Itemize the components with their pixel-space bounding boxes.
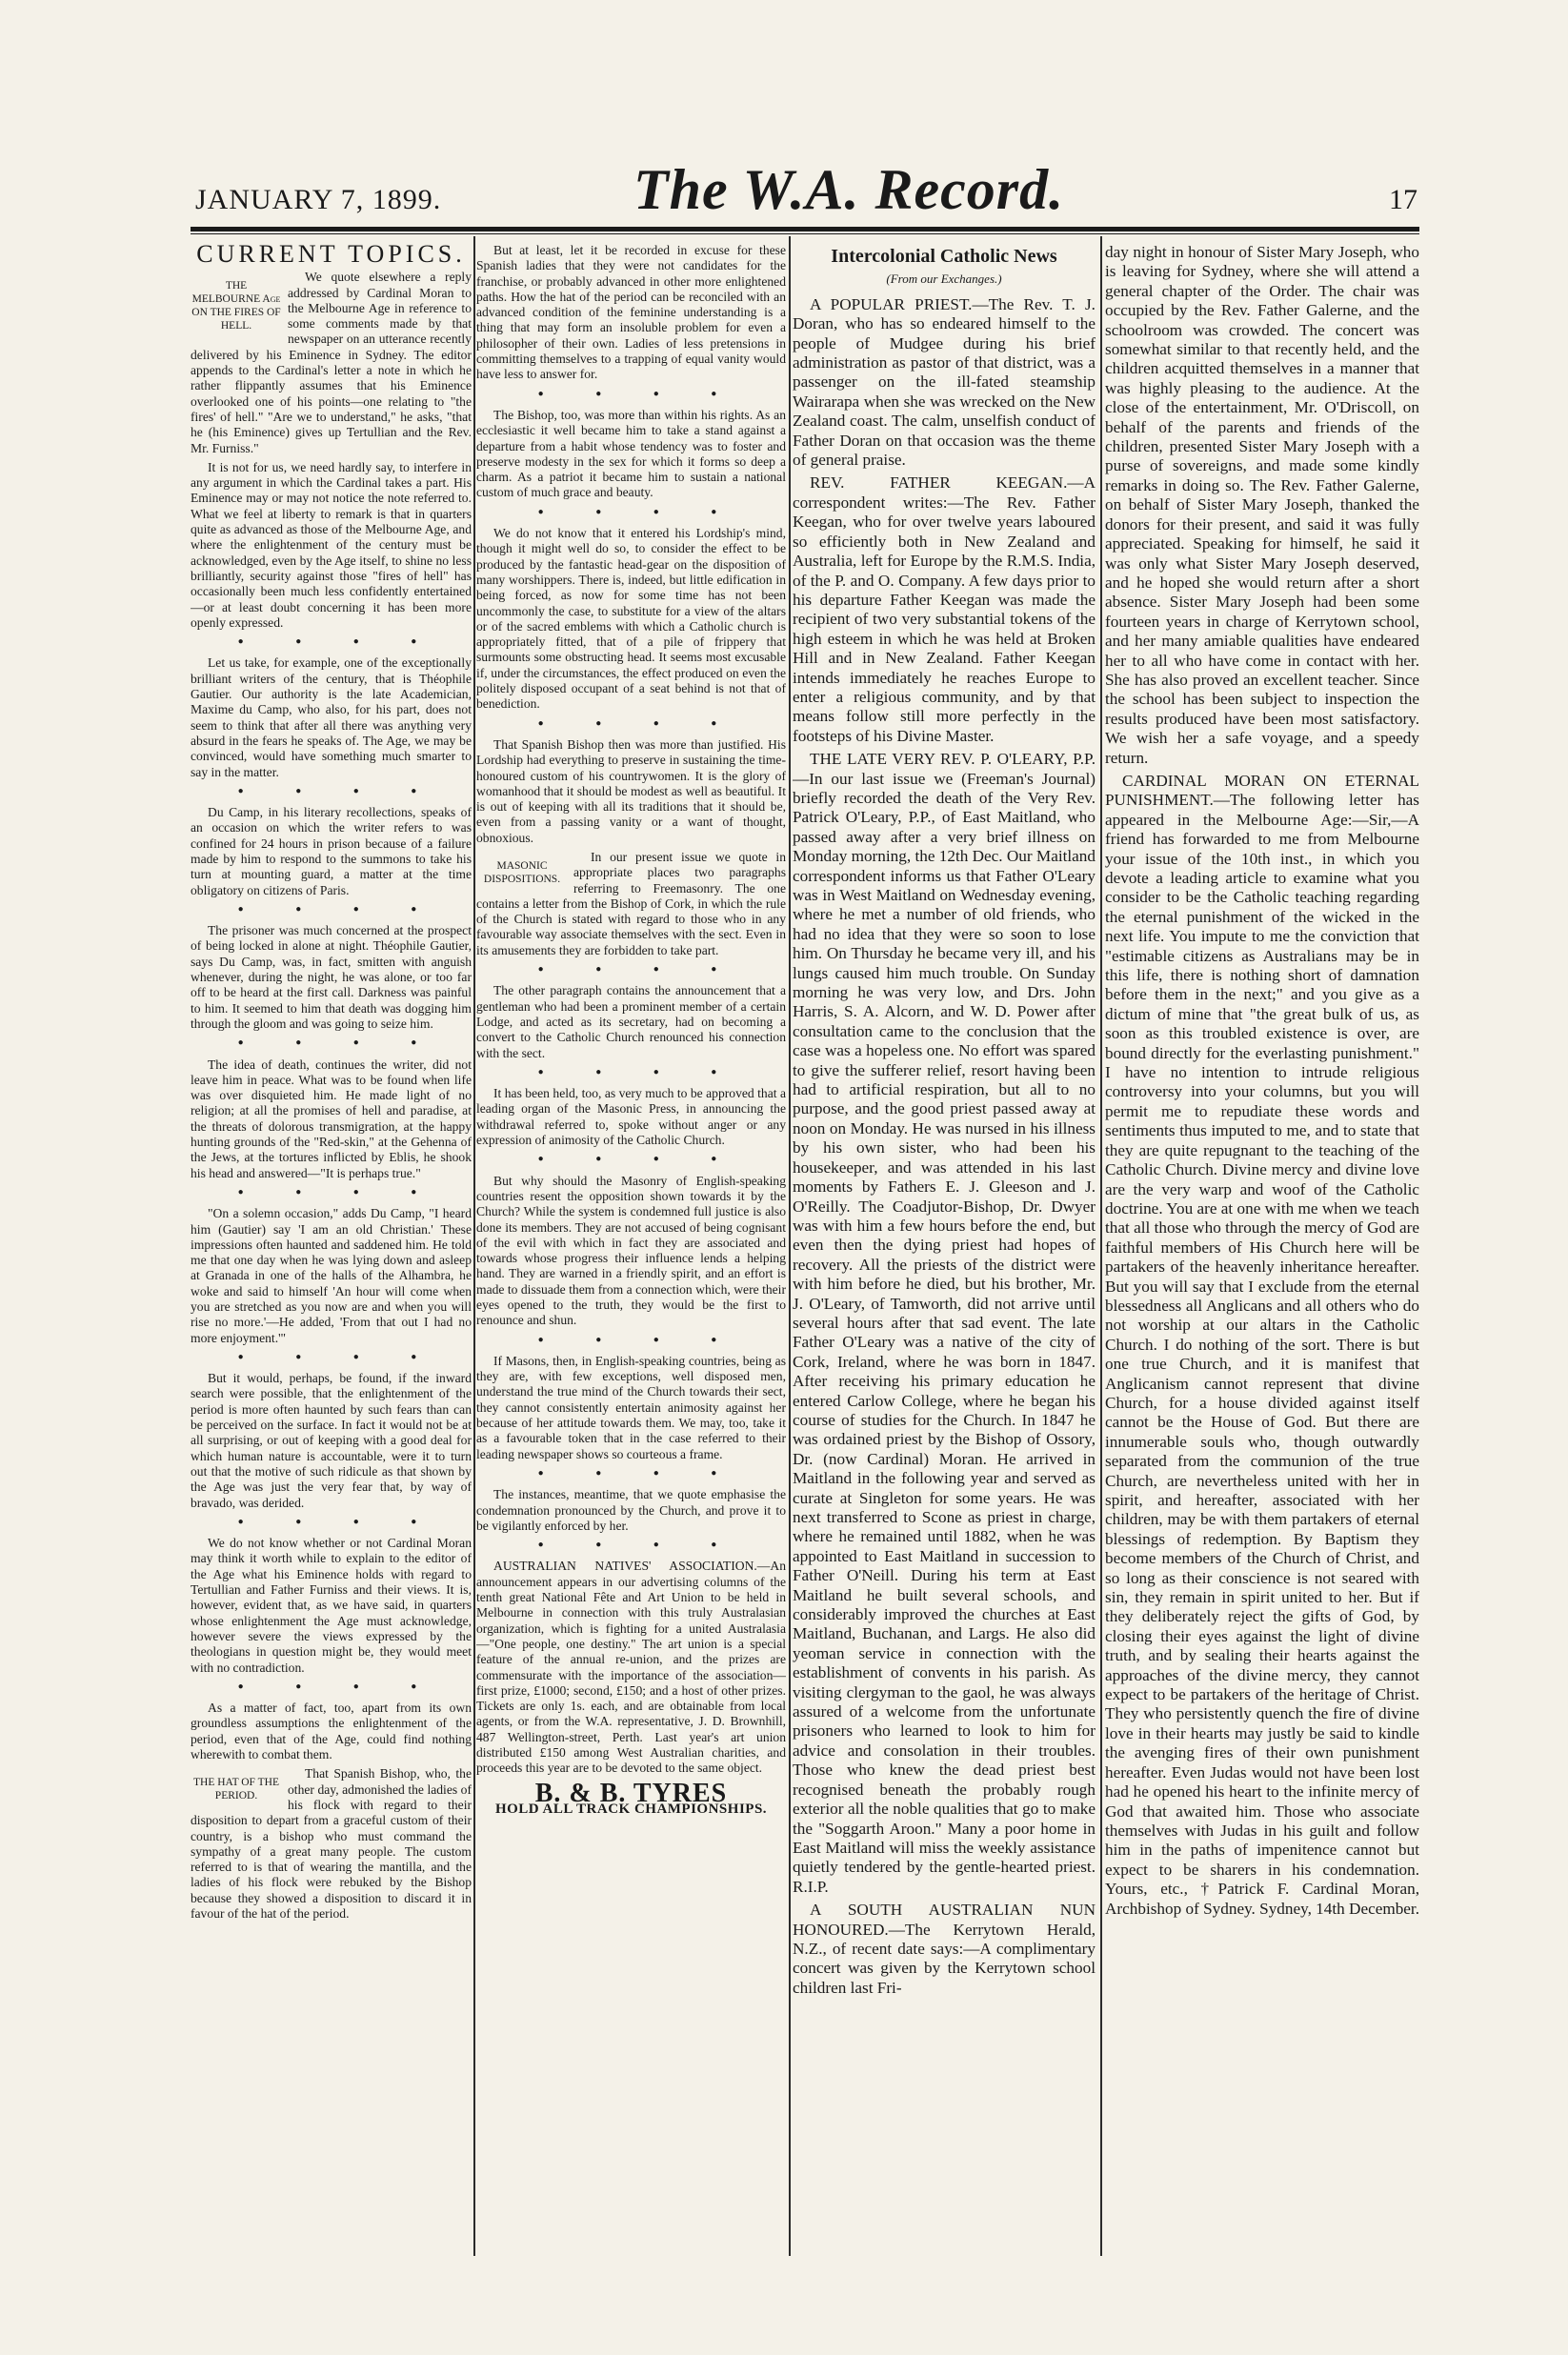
- paragraph: As a matter of fact, too, apart from its own groundless assumptions the enlightenment of the period, even that of the Age, could find nothing wherewith to combat them.: [191, 1701, 472, 1762]
- masthead-rule-thin: [191, 233, 1419, 234]
- paragraph: [793, 750, 1096, 1897]
- paragraph: [793, 1901, 1096, 1998]
- paragraph: The other paragraph contains the announcement that a gentleman who had been a prominent member of a certain Lodge, and acted as its secretary, had on becoming a convert to the Catholic Church renounced his connection with the sect.: [476, 983, 786, 1060]
- section-separator: ● ● ● ●: [237, 1186, 442, 1198]
- paragraph: But it would, perhaps, be found, if the inward search were possible, that the enlightenment of the period is more often haunted by such fears than can be perceived on the surface. In fact it would not be at all surprising, or out of keeping with a good deal for which human nature is accountable, were it to turn out that the motive of such ridicule as that shown by the Age was just the very fear that, by way of bravado, was derided.: [191, 1371, 472, 1510]
- paragraph: day night in honour of Sister Mary Joseph, who is leaving for Sydney, where she will attend a general chapter of the Order. The chair was occupied by the Rev. Father Galerne, and the schoolroom was crowded. The concert was somewhat similar to that recently held, and the children acquitted themselves in a manner that was highly pleasing to the audience. At the close of the entertainment, Mr. O'Driscoll, on behalf of the parents and friends of the children, presented Sister Mary Joseph with a purse of sovereigns, and made some kindly remarks in doing so. The Rev. Father Galerne, on behalf of Sister Mary Joseph, thanked the donors for their present, and said it was fully appreciated. Speaking for himself, he said it was only what Sister Mary Joseph deserved, and he hoped she would return after a short absence. Sister Mary Joseph had been some fourteen years in charge of Kerrytown school, and her many amiable qualities have endeared her to all who have come in contact with her. She has also proved an excellent teacher. Since the school has been subject to inspection the results produced have been most satisfactory. We wish her a safe voyage, and a speedy return.: [1105, 243, 1419, 767]
- paragraph: It is not for us, we need hardly say, to interfere in any argument in which the Cardinal takes a part. His Eminence may or may not notice the note referred to. What we feel at liberty to remark is that in quarters quite as advanced as those of the Melbourne Age, and where the enlightenment of the century must be acknowledged, even by the Age itself, to shine no less brilliantly, security against those "fires of hell" has occasionally been much less confidently entertained—or at least doubt concerning it has been more openly expressed.: [191, 459, 472, 630]
- section-heading: Intercolonial Catholic News: [831, 246, 1057, 267]
- section-separator: ● ● ● ●: [537, 1154, 742, 1165]
- issue-date: JANUARY 7, 1899.: [195, 184, 442, 215]
- paragraph: Let us take, for example, one of the exceptionally brilliant writers of the century, that is Théophile Gautier. Our authority is the late Academician, Maxime du Camp, who also, for his part, does not seem to think that after all there was anything very absurd in the fears he speaks of. The Age, we may be convinced, would have something much smarter to say in the matter.: [191, 655, 472, 779]
- paragraph: [793, 295, 1096, 471]
- paragraph-body: A correspondent writes:—The Rev. Father Keegan, who for over twelve years laboured so efficiently both in New Zealand and Australia, left for Europe by the R.M.S. India, of the P. and O. Company. A few days prior to his departure Father Keegan was made the recipient of two very substantial tokens of the high esteem in which he was held at Broken Hill and in New Zealand. Father Keegan intends immediately he reaches Europe to enter a religious community, and by that means follow still more perfectly in the footsteps of his Divine Master.: [793, 473, 1096, 745]
- paragraph: That Spanish Bishop then was more than justified. His Lordship had everything to preserve in sustaining the time-honoured custom of his countrywomen. It is the glory of womanhood that it should be modest as well as beautiful. It is out of keeping with all its traditions that it should be, even from a passing vanity or a want of thought, obnoxious.: [476, 736, 786, 845]
- column-news-continued: [1105, 243, 1419, 2253]
- section-separator: ● ● ● ●: [237, 903, 442, 915]
- paragraph-body: The Kerrytown Herald, N.Z., of recent date says:—A complimentary concert was given by the Kerrytown school children last Fri-: [793, 1920, 1096, 1997]
- section-separator: ● ● ● ●: [237, 1681, 442, 1692]
- section-separator: ● ● ● ●: [237, 636, 442, 648]
- paragraph-body: The following letter has appeared in the Melbourne Age:—Sir,—A friend has forwarded to me from Melbourne your issue of the 10th inst., in which you devote a leading article to examine what you consider to be the Catholic teaching regarding the eternal punishment of the wicked in the next life. You impute to me the conviction that "estimable citizens as Australians may be in this life, there is nothing short of damnation before them in the next;" and you give as a dictum of mine that "the great bulk of us, as soon as this troubled existence is over, are bound directly for the everlasting punishment." I have no intention to intrude religious controversy into your columns, but you will permit me to repudiate these words and sentiments thus imputed to me, and to state that they are quite repugnant to the teaching of the Catholic Church. Divine mercy and divine love are the very warp and woof of the Catholic doctrine. You are at one with me when we teach that all those who through the mercy of God are faithful members of His Church here will be partakers of the heavenly inheritance hereafter. But you will say that I exclude from the eternal blessedness all Anglicans and all others who do not worship at our altars in the Catholic Church. I do nothing of the sort. There is but one true Church, and it is manifest that Anglicanism cannot represent that divine Church, for a house divided against itself cannot be the House of God. But there are innumerable souls who, though outwardly separated from the communion of the true Church, are nevertheless united with her in spirit, and hereafter, associated with her children, may be with them partakers of eternal blessings of redemption. By Baptism they become members of the Church of Christ, and so long as their conscience is not seared with sin, they remain in spirit united to her. But if they deliberately reject the gifts of God, by closing their eyes against the light of divine truth, and by sealing their hearts against the approaches of the divine mercy, they cannot expect to be partakers of the heritage of Christ. They who persistently quench the fire of divine love in their hearts may justly be said to kindle the avenging fires of their own punishment hereafter. Even Judas would not have been lost had he opened his heart to the infinite mercy of God that awaited him. Those who associate themselves with Judas in his guilt and follow him in the paths of impenitence cannot but expect to be sharers in his condemnation. Yours, etc., †Patrick F. Cardinal Moran, Archbishop of Sydney. Sydney, 14th December.: [1105, 791, 1419, 1918]
- paragraph-heading: AUSTRALIAN NATIVES' ASSOCIATION.—: [493, 1559, 771, 1574]
- side-heading: THE MELBOURNE Age ON THE FIRES OF HELL.: [191, 280, 281, 332]
- paragraph: [1105, 772, 1419, 1919]
- section-separator: ● ● ● ●: [537, 717, 742, 729]
- side-heading: MASONIC DISPOSITIONS.: [483, 859, 561, 885]
- paragraph: We do not know whether or not Cardinal Moran may think it worth while to explain to the editor of the Age what his Eminence holds with regard to Tertullian and Father Furniss and their views. It is, however, evident that, as we have said, in quarters whose enlightenment the Age must acknowledge, however severe the views expressed by the theologians in question might be, they would meet with no contradiction.: [191, 1536, 472, 1675]
- paragraph: We quote elsewhere a reply addressed by Cardinal Moran to the Melbourne Age in reference to some comments made by that newspaper on an utterance recently delivered by his Eminence in Sydney. The editor appends to the Cardinal's letter a note in which he rather flippantly assumes that his Eminence overlooked one of his points—one relating to "the fires' of hell." "Are we to understand," he asks, "that he (his Eminence) gives up Tertullian and the Rev. Mr. Furniss.": [191, 270, 472, 455]
- advertisement-title: B. & B. TYRES: [534, 1778, 728, 1808]
- paragraph: But why should the Masonry of English-speaking countries resent the opposition shown towards it by the Church? While the system is condemned full justice is also done its members. They are not accused of being cognisant of the evil with which in fact they are associated and towards whose progress their influence lends a helping hand. They are warned in a friendly spirit, and an effort is made to dissuade them from a connection which, were their eyes opened to the truth, they would be the first to renounce and shun.: [476, 1173, 786, 1328]
- section-separator: ● ● ● ●: [537, 1467, 742, 1479]
- paragraph-heading: CARDINAL MORAN ON ETERNAL PUNISHMENT.—: [1105, 771, 1419, 810]
- column-intercolonial-news: [793, 243, 1096, 2253]
- paragraph: In our present issue we quote in appropriate places two paragraphs referring to Freemasonry. The one contains a letter from the Bishop of Cork, in which the rule of the Church is stated with regard to those who in any favourable way associate themselves with the sect. Even in its amusements they are forbidden to take part.: [476, 849, 786, 957]
- section-separator: ● ● ● ●: [237, 785, 442, 796]
- paragraph: [793, 473, 1096, 746]
- paragraph: Du Camp, in his literary recollections, speaks of an occasion on which the writer refers to was confined for 24 hours in prison because of a failure made by him to respond to the summons to take his turn at mounting guard, a matter at the time obligatory on citizens of Paris.: [191, 805, 472, 897]
- paragraph: But at least, let it be recorded in excuse for these Spanish ladies that they were not candidates for the franchise, or probably advanced in other more enlightened paths. How the hat of the period can be reconciled with an advanced condition of the feminine understanding is a thing that may form an insoluble problem for even a philosopher of their own. Ladies of less pretensions in committing themselves to a trapping of equal vanity would have less to answer for.: [476, 243, 786, 382]
- paragraph-body: In our last issue we (Freeman's Journal) briefly recorded the death of the Very Rev. Patrick O'Leary, P.P., of East Maitland, who passed away after a very brief illness on Monday morning, the 12th Dec. Our Maitland correspondent informs us that Father O'Leary was in West Maitland on Wednesday evening, where he met a number of old friends, who had no idea that they were so soon to lose him. On Thursday he became very ill, and his lungs caused him much trouble. On Sunday morning he was very low, and Drs. John Harris, S. A. Alcorn, and W. D. Power after consultation came to the conclusion that the case was a hopeless one. No effort was spared to give the sufferer relief, resort having been had to artificial respiration, but all to no purpose, and the good priest passed away at noon on Monday. He was nursed in his illness by his own sister, who had been his housekeeper, and was attended in his last moments by Fathers E. J. Gleeson and J. O'Reilly. The Coadjutor-Bishop, Dr. Dwyer was with him a few hours before the end, but even then the dying priest had hopes of recovery. All the priests of the district were with him before he died, but his brother, Mr. J. O'Leary, of Tamworth, did not arrive until several hours after that sad event. The late Father O'Leary was a native of the city of Cork, Ireland, where he was born in 1847. After receiving his primary education he entered Carlow College, where he began his course of studies for the Church. In 1847 he was ordained priest by the Bishop of Ossory, Dr. (now Cardinal) Moran. He arrived in Maitland in the following year and served as curate at Singleton for some years. He was next transferred to Scone as priest in charge, where he remained until 1882, when he was appointed to East Maitland in succession to Father O'Neill. During his term at East Maitland he built several schools, and considerably improved the churches at East Maitland, Buchanan, and Largs. He also did yeoman service in connection with the establishment of convents in his parish. As visiting clergyman to the gaol, he was always assured of a welcome from the unfortunate prisoners who learned to look to him for advice and consolation in their troubles. Those who knew the dead priest best recognised beneath the probably rough exterior all the noble qualities that go to make the "Soggarth Aroon." Many a poor home in East Maitland will miss the weekly assistance quietly tendered by the gentle-hearted priest. R.I.P.: [793, 769, 1096, 1896]
- section-separator: ● ● ● ●: [537, 506, 742, 517]
- masthead: [195, 157, 1417, 224]
- paragraph-body: The Rev. T. J. Doran, who has so endeared himself to the people of Mudgee during his brief administration as pastor of that district, was a passenger on the ill-fated steamship Wairarapa when she was wrecked on the New Zealand coast. The calm, unselfish conduct of Father Doran on that occasion was the theme of general praise.: [793, 294, 1096, 470]
- paragraph: The instances, meantime, that we quote emphasise the condemnation pronounced by the Church, and prove it to be vigilantly enforced by her.: [476, 1487, 786, 1533]
- column-divider: [789, 236, 791, 2256]
- paragraph-body: An announcement appears in our advertising columns of the tenth great National Fête and Art Union to be held in Melbourne in connection with this truly Australasian organization, which is fighting for a united Australasia—"One people, one destiny." The art union is a special feature of the annual re-union, and the prizes are commensurate with the importance of the association—first prize, £1000; second, £150; and a host of other prizes. Tickets are only 1s. each, and are obtainable from local agents, or from the W.A. representative, J. D. Brownhill, 487 Wellington-street, Perth. Last year's art union distributed £150 among West Australian charities, and proceeds this year are to be devoted to the same object.: [476, 1559, 786, 1776]
- advertisement-tagline: HOLD ALL TRACK CHAMPIONSHIPS.: [494, 1801, 768, 1817]
- paragraph: If Masons, then, in English-speaking countries, being as they are, with few exceptions, well disposed men, understand the true mind of the Church towards their sect, they cannot consistently entertain animosity against her because of her attitude towards them. We may, too, take it as a favourable token that in the case referred to their leading newspaper shows so courteous a frame.: [476, 1353, 786, 1461]
- paragraph: The prisoner was much concerned at the prospect of being locked in alone at night. Théophile Gautier, says Du Camp, was, in fact, smitten with anguish whenever, during the night, he was alone, or too far off to be heard at the first call. Darkness was painful to him. It seemed to him that death was dogging him through the gloom and was going to seize him.: [191, 923, 472, 1031]
- section-subheading: (From our Exchanges.): [886, 272, 1002, 287]
- paragraph: We do not know that it entered his Lordship's mind, though it might well do so, to consider the effect to be produced by the fantastic head-gear on the disposition of many worshippers. There is, indeed, but little edification in being forced, as now for some time has not been uncommonly the case, to substitute for a view of the altars or of the sacred emblems with which a Catholic church is appropriately fitted, that of a pile of frippery that surmounts some obstructing head. It seems most excusable if, under the circumstances, the effect produced on even the politely disposed occupant of a seat behind is not that of benediction.: [476, 526, 786, 712]
- column-divider: [1100, 236, 1102, 2256]
- section-separator: ● ● ● ●: [537, 1334, 742, 1345]
- section-separator: ● ● ● ●: [237, 1516, 442, 1527]
- newspaper-title: The W.A. Record.: [633, 158, 1065, 221]
- paragraph: The idea of death, continues the writer, did not leave him in peace. What was to be found when life was over disquieted him. He made light of no religion; at all the promises of hell and paradise, at the threats of dolorous transmigration, at the happy hunting grounds of the "Red-skin," at the Gehenna of the Jews, at the tortures inflicted by Eblis, he shook his head and answered—"It is perhaps true.": [191, 1057, 472, 1180]
- paragraph: [476, 1559, 786, 1776]
- paragraph-heading: A SOUTH AUSTRALIAN NUN HONOURED.—: [793, 1901, 1096, 1939]
- side-heading: THE HAT OF THE PERIOD.: [193, 1777, 279, 1802]
- section-heading: CURRENT TOPICS.: [196, 243, 466, 268]
- column-topics-continued: [476, 243, 786, 2253]
- paragraph: It has been held, too, as very much to be approved that a leading organ of the Masonic Press, in announcing the withdrawal referred to, spoke without anger or any expression of animosity of the Catholic Church.: [476, 1086, 786, 1148]
- section-separator: ● ● ● ●: [537, 1066, 742, 1077]
- paragraph: That Spanish Bishop, who, the other day, admonished the ladies of his flock with regard to their disposition to depart from a graceful custom of their country, is a bishop who must command the sympathy of a great many people. The custom referred to is that of wearing the mantilla, and the ladies of his flock were rebuked by the Bishop because they showed a disposition to discard it in favour of the hat of the period.: [191, 1766, 472, 1921]
- paragraph: The Bishop, too, was more than within his rights. As an ecclesiastic it well became him to take a stand against a departure from a habit whose tendency was to foster and preserve modesty in the sex for which it forms so deep a charm. As a patriot it became him to sustain a national custom of much grace and beauty.: [476, 407, 786, 500]
- paragraph-heading: THE LATE VERY REV. P. O'LEARY, P.P.—: [793, 750, 1096, 788]
- column-divider: [473, 236, 475, 2256]
- advertisement: [476, 1778, 786, 1818]
- page-number: 17: [1389, 184, 1417, 215]
- section-separator: ● ● ● ●: [237, 1351, 442, 1362]
- section-separator: ● ● ● ●: [537, 388, 742, 399]
- section-separator: ● ● ● ●: [537, 1540, 742, 1551]
- masthead-rule: [191, 227, 1419, 231]
- column-current-topics: [191, 243, 472, 2253]
- section-separator: ● ● ● ●: [537, 964, 742, 976]
- paragraph: "On a solemn occasion," adds Du Camp, "I heard him (Gautier) say 'I am an old Christian.' These impressions often haunted and saddened him. He told me that one day when he was lying down and asleep at Granada in one of the halls of the Alhambra, he woke and said to himself 'An hour will come when you are stretched as you now are and when you will rise no more.'—He added, 'From that out I had no more enjoyment.'": [191, 1206, 472, 1345]
- paragraph-heading: A POPULAR PRIEST.—: [810, 294, 989, 313]
- section-separator: ● ● ● ●: [237, 1037, 442, 1049]
- paragraph-heading: REV. FATHER KEEGAN.—: [810, 473, 1084, 493]
